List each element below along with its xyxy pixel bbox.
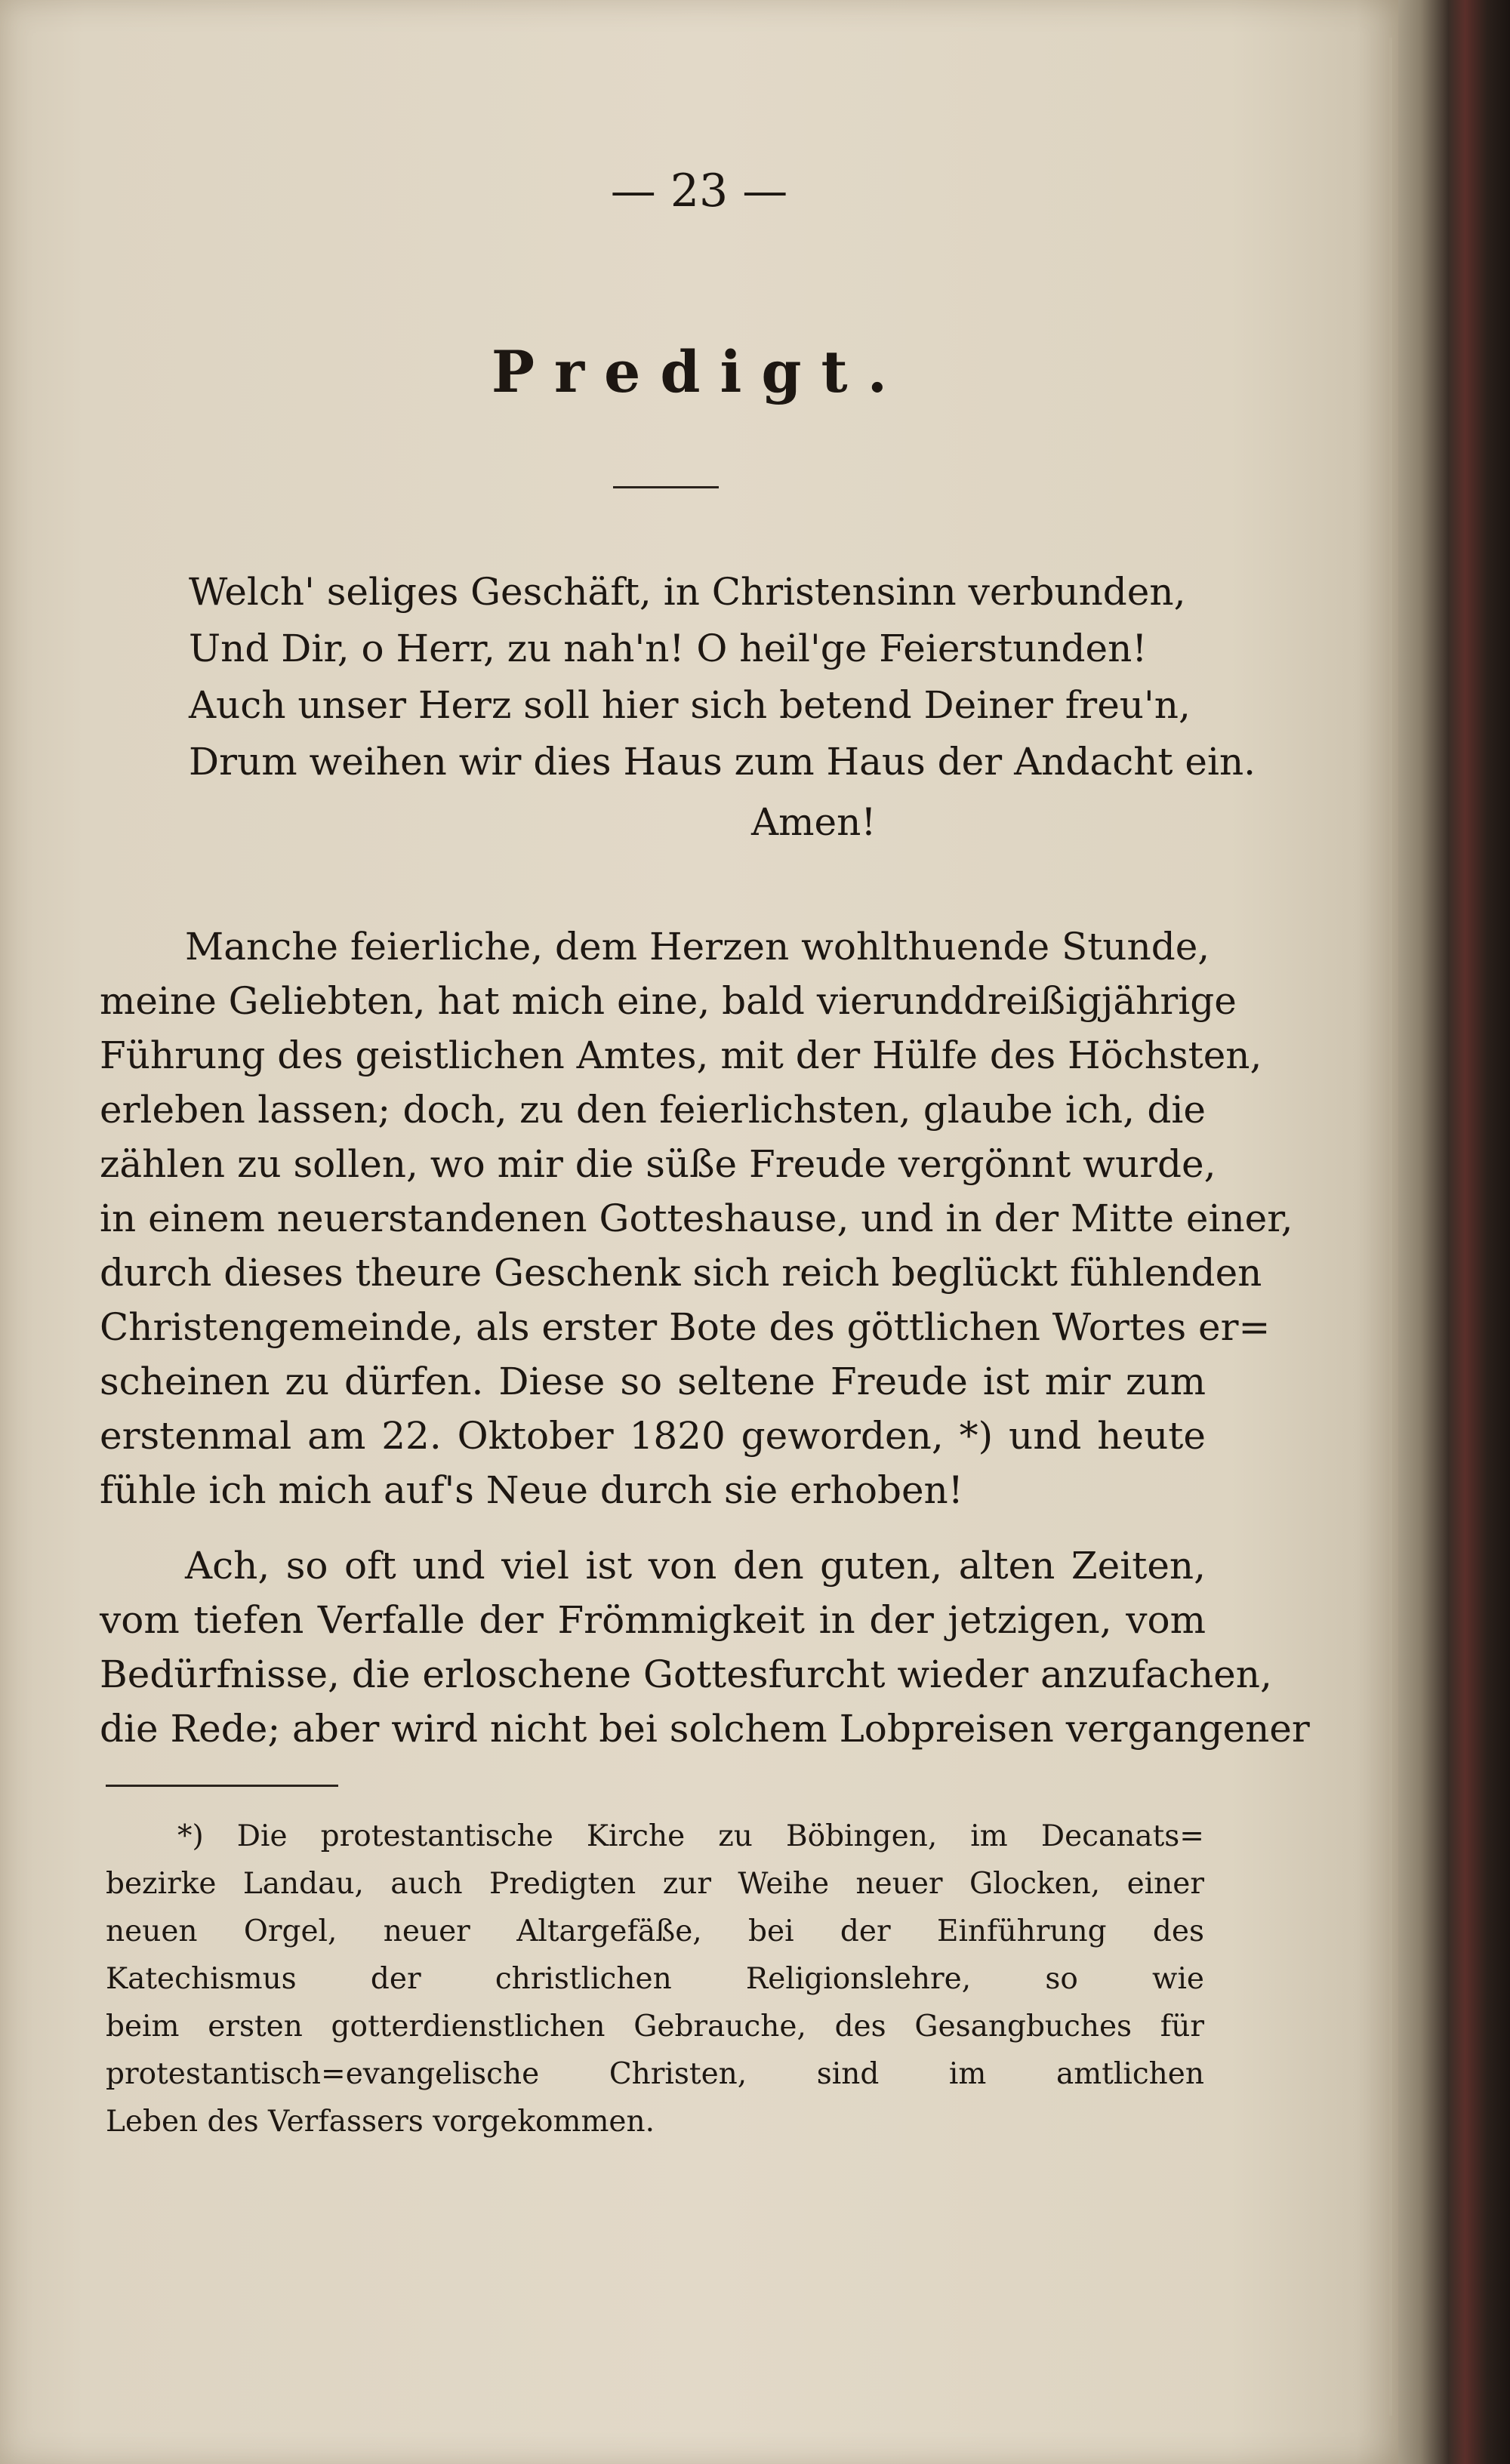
footnote-line: neuen Orgel, neuer Altargefäße, bei der Einführung des [106, 1914, 1204, 1948]
footnote-divider [106, 1785, 338, 1787]
footnote-line: bezirke Landau, auch Predigten zur Weihe neuer Glocken, einer [106, 1867, 1204, 1901]
paragraph-line: Ach, so oft und viel ist von den guten, alten Zeiten, [185, 1544, 1206, 1588]
paragraph-line: fühle ich mich auf's Neue durch sie erhoben! [100, 1468, 963, 1512]
amen-line: Amen! [751, 800, 877, 844]
page-number: — 23 — [610, 165, 788, 217]
verse-line: Welch' seliges Geschäft, in Christensinn verbunden, [189, 570, 1186, 614]
paragraph-line: erleben lassen; doch, zu den feierlichsten, glaube ich, die [100, 1088, 1206, 1132]
verse-line: Drum weihen wir dies Haus zum Haus der Andacht ein. [189, 740, 1256, 784]
paragraph-line: die Rede; aber wird nicht bei solchem Lobpreisen vergangener [100, 1707, 1310, 1751]
verse-line: Auch unser Herz soll hier sich betend Deiner freu'n, [189, 683, 1191, 727]
paragraph-line: Bedürfnisse, die erloschene Gottesfurcht wieder anzufachen, [100, 1652, 1272, 1696]
footnote-line: *) Die protestantische Kirche zu Böbingen, im Decanats= [177, 1819, 1204, 1853]
paragraph-line: meine Geliebten, hat mich eine, bald vierunddreißigjährige [100, 979, 1237, 1023]
paragraph-line: erstenmal am 22. Oktober 1820 geworden, *) und heute [100, 1414, 1206, 1458]
footnote-line: protestantisch=evangelische Christen, sind im amtlichen [106, 2057, 1204, 2091]
page-title: Predigt. [491, 338, 908, 405]
title-divider [613, 486, 719, 488]
footnote-line: beim ersten gotterdienstlichen Gebrauche, des Gesangbuches für [106, 2010, 1204, 2044]
paragraph-line: Christengemeinde, als erster Bote des göttlichen Wortes er= [100, 1305, 1271, 1349]
book-binding-edge [1398, 0, 1510, 2464]
paragraph-line: vom tiefen Verfalle der Frömmigkeit in der jetzigen, vom [100, 1598, 1206, 1642]
paragraph-line: scheinen zu dürfen. Diese so seltene Freude ist mir zum [100, 1360, 1206, 1403]
paragraph-line: Führung des geistlichen Amtes, mit der Hülfe des Höchsten, [100, 1033, 1262, 1077]
footnote-line: Leben des Verfassers vorgekommen. [106, 2105, 655, 2139]
paragraph-line: durch dieses theure Geschenk sich reich beglückt fühlenden [100, 1251, 1262, 1295]
paragraph-line: in einem neuerstandenen Gotteshause, und in der Mitte einer, [100, 1197, 1293, 1240]
paragraph-line: Manche feierliche, dem Herzen wohlthuende Stunde, [185, 925, 1210, 969]
footnote-line: Katechismus der christlichen Religionslehre, so wie [106, 1962, 1204, 1996]
verse-line: Und Dir, o Herr, zu nah'n! O heil'ge Feierstunden! [189, 627, 1148, 670]
paragraph-line: zählen zu sollen, wo mir die süße Freude vergönnt wurde, [100, 1142, 1216, 1186]
